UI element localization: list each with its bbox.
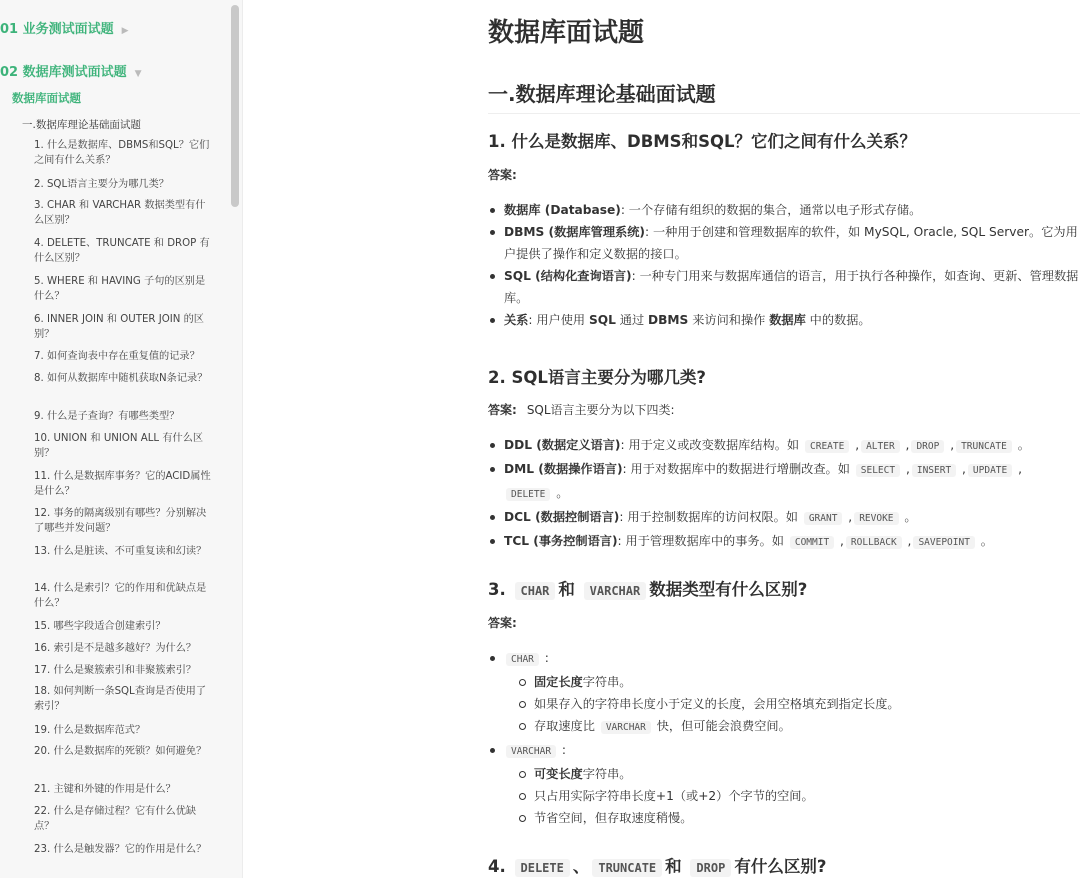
term: DBMS (数据库管理系统) [504, 225, 646, 239]
list-item [488, 221, 1080, 265]
answer-label: 答案: [488, 616, 517, 630]
text: 存取速度比 [534, 719, 599, 733]
term: SQL (结构化查询语言) [504, 269, 632, 283]
bold-text: 固定长度 [534, 675, 583, 689]
question-3-heading [488, 576, 807, 600]
term: 关系 [504, 313, 529, 327]
period: 。 [900, 510, 917, 524]
code-keyword: CREATE [805, 440, 849, 453]
term: DML (数据操作语言) [504, 462, 623, 476]
question-4-heading [488, 853, 826, 877]
separator: , [836, 534, 844, 548]
term: 数据库 (Database) [504, 203, 621, 217]
toc-item-5[interactable]: 5. WHERE 和 HAVING 子句的区别是什么？ [34, 276, 206, 302]
toc-item-12[interactable]: 12. 事务的隔离级别有哪些？分别解决了哪些并发问题？ [34, 508, 207, 534]
code-keyword: COMMIT [790, 536, 834, 549]
list-item [488, 647, 1080, 739]
code-keyword: DELETE [515, 859, 570, 877]
separator: , [1014, 462, 1022, 476]
toc-item-14[interactable]: 14. 什么是索引？它的作用和优缺点是什么？ [34, 583, 207, 609]
list-item [504, 785, 1080, 807]
code-keyword: UPDATE [968, 464, 1012, 477]
toc-item-8[interactable]: 8. 如何从数据库中随机获取N条记录？ [34, 373, 208, 384]
definition: : 用于对数据库中的数据进行增删改查。如 [622, 462, 854, 476]
heading-text: 数据类型有什么区别? [649, 580, 808, 599]
toc-item-21[interactable]: 21. 主键和外键的作用是什么？ [34, 784, 176, 795]
toc-item-18[interactable]: 18. 如何判断一条SQL查询是否使用了索引？ [34, 686, 207, 712]
code-keyword: DROP [690, 859, 731, 877]
text: 通过 [615, 313, 649, 327]
code-keyword: DROP [911, 440, 944, 453]
answer-list-2 [488, 434, 1080, 554]
toc-item-13[interactable]: 13. 什么是脏读、不可重复读和幻读？ [34, 546, 207, 557]
code-keyword: INSERT [912, 464, 956, 477]
term: DCL (数据控制语言) [504, 510, 620, 524]
list-item [504, 807, 1080, 829]
definition: : 用于管理数据库中的事务。如 [617, 534, 788, 548]
sidebar-scrollbar[interactable] [231, 5, 239, 207]
definition: : 一个存储有组织的数据的集合，通常以电子形式存储。 [620, 203, 922, 217]
toc-item-9[interactable]: 9. 什么是子查询？有哪些类型？ [34, 411, 180, 422]
toc-item-3[interactable]: 3. CHAR 和 VARCHAR 数据类型有什么区别？ [34, 200, 206, 226]
toc-item-11[interactable]: 11. 什么是数据库事务？它的ACID属性是什么？ [34, 471, 211, 497]
list-item [488, 199, 1080, 221]
colon: : [558, 743, 567, 757]
sidebar-toc-heading[interactable]: 一.数据库理论基础面试题 [22, 119, 141, 131]
definition: : 一种用于创建和管理数据库的软件，如 MySQL, Oracle, SQL Server。它为用户提供了操作和定义数据的接口。 [504, 225, 1078, 261]
bold-text: SQL [588, 313, 616, 327]
text: : 用户使用 [528, 313, 589, 327]
separator: 、 [572, 857, 590, 876]
section-heading: 一.数据库理论基础面试题 [488, 78, 1080, 114]
list-item [488, 739, 1080, 829]
code-keyword: CHAR [515, 582, 556, 600]
code-keyword: SAVEPOINT [913, 536, 974, 549]
answer-label-text: 答案: [488, 403, 517, 417]
code-keyword: DELETE [506, 488, 550, 501]
list-item [504, 671, 1080, 693]
toc-item-17[interactable]: 17. 什么是聚簇索引和非聚簇索引？ [34, 665, 197, 676]
answer-list-3 [488, 647, 1080, 829]
toc-item-15[interactable]: 15. 哪些字段适合创建索引？ [34, 621, 166, 632]
chevron-down-icon: ▼ [134, 69, 142, 79]
toc-item-22[interactable]: 22. 什么是存储过程？它有什么优缺点？ [34, 806, 197, 832]
chevron-right-icon: ▶ [121, 26, 129, 36]
heading-text: 和 [558, 580, 575, 599]
code-keyword: GRANT [804, 512, 843, 525]
period: 。 [1013, 438, 1030, 452]
list-item [488, 265, 1080, 309]
code-keyword: VARCHAR [584, 582, 647, 600]
list-item [488, 506, 1080, 530]
bold-text: 可变长度 [534, 767, 583, 781]
toc-item-7[interactable]: 7. 如何查询表中存在重复值的记录？ [34, 351, 200, 362]
separator: , [903, 534, 912, 548]
definition: : 用于控制数据库的访问权限。如 [619, 510, 802, 524]
period: 。 [552, 486, 569, 500]
toc-item-6[interactable]: 6. INNER JOIN 和 OUTER JOIN 的区别？ [34, 314, 204, 340]
bold-text: 数据库 [769, 313, 806, 327]
separator: , [946, 438, 955, 452]
code-keyword: ROLLBACK [846, 536, 902, 549]
code-keyword: CHAR [506, 653, 539, 666]
code-keyword: REVOKE [854, 512, 898, 525]
code-keyword: VARCHAR [601, 721, 651, 734]
sidebar-section-business[interactable] [0, 18, 129, 37]
text: 字符串。 [582, 767, 632, 781]
code-keyword: TRUNCATE [956, 440, 1012, 453]
separator: , [844, 510, 853, 524]
toc-item-2[interactable]: 2. SQL语言主要分为哪几类？ [34, 179, 169, 190]
page-title: 数据库面试题 [488, 18, 645, 48]
list-item [488, 434, 1080, 458]
list-item [504, 763, 1080, 785]
bold-text: DBMS [648, 313, 689, 327]
list-item [488, 530, 1080, 554]
term: TCL (事务控制语言) [504, 534, 618, 548]
toc-item-10[interactable]: 10. UNION 和 UNION ALL 有什么区别？ [34, 433, 204, 459]
heading-text: 和 [665, 857, 682, 876]
code-keyword: TRUNCATE [592, 859, 662, 877]
definition: : 一种专门用来与数据库通信的语言，用于执行各种操作，如查询、更新、管理数据库。 [504, 269, 1079, 305]
text: 如果存入的字符串长度小于定义的长度，会用空格填充到指定长度。 [534, 697, 900, 711]
question-1-heading: 1. 什么是数据库、DBMS和SQL？它们之间有什么关系？ [488, 132, 916, 151]
sidebar-section-label: 01 业务测试面试题 [0, 22, 114, 37]
code-keyword: VARCHAR [506, 745, 556, 758]
sidebar [0, 0, 243, 878]
text: 来访问和操作 [688, 313, 770, 327]
sidebar-section-database[interactable] [0, 61, 142, 80]
separator: , [902, 462, 910, 476]
separator: , [901, 438, 910, 452]
answer-text: SQL语言主要分为以下四类: [526, 403, 675, 417]
list-item [488, 309, 1080, 331]
sub-list [504, 671, 1080, 739]
question-2-heading: 2. SQL语言主要分为哪几类? [488, 368, 706, 387]
definition: : 用于定义或改变数据库结构。如 [620, 438, 803, 452]
heading-number: 4. [488, 857, 506, 876]
separator: , [851, 438, 860, 452]
toc-item-23[interactable]: 23. 什么是触发器？它的作用是什么？ [34, 844, 207, 855]
list-item [504, 715, 1080, 739]
term: DDL (数据定义语言) [504, 438, 621, 452]
toc-item-20[interactable]: 20. 什么是数据库的死锁？如何避免？ [34, 746, 207, 757]
sub-list [504, 763, 1080, 829]
answer-label [488, 401, 675, 418]
sidebar-section-label: 02 数据库测试面试题 [0, 65, 127, 80]
toc-item-1[interactable]: 1. 什么是数据库、DBMS和SQL？它们之间有什么关系？ [34, 140, 210, 166]
text: 只占用实际字符串长度+1（或+2）个字节的空间。 [534, 789, 814, 803]
toc-item-19[interactable]: 19. 什么是数据库范式？ [34, 725, 146, 736]
colon: : [540, 651, 549, 665]
answer-label: 答案: [488, 168, 517, 182]
answer-list-1 [488, 199, 1080, 331]
sidebar-item-database-questions[interactable]: 数据库面试题 [12, 91, 81, 105]
code-keyword: ALTER [861, 440, 900, 453]
list-item [488, 458, 1080, 506]
text: 字符串。 [582, 675, 632, 689]
text: 快，但可能会浪费空间。 [652, 719, 791, 733]
separator: , [958, 462, 966, 476]
toc-item-4[interactable]: 4. DELETE、TRUNCATE 和 DROP 有什么区别？ [34, 238, 210, 264]
period: 。 [976, 534, 993, 548]
heading-text: 有什么区别? [734, 857, 827, 876]
heading-number: 3. [488, 580, 506, 599]
list-item [504, 693, 1080, 715]
toc-item-16[interactable]: 16. 索引是不是越多越好？为什么？ [34, 643, 197, 654]
text: 中的数据。 [805, 313, 871, 327]
code-keyword: SELECT [856, 464, 900, 477]
text: 节省空间，但存取速度稍慢。 [534, 811, 693, 825]
